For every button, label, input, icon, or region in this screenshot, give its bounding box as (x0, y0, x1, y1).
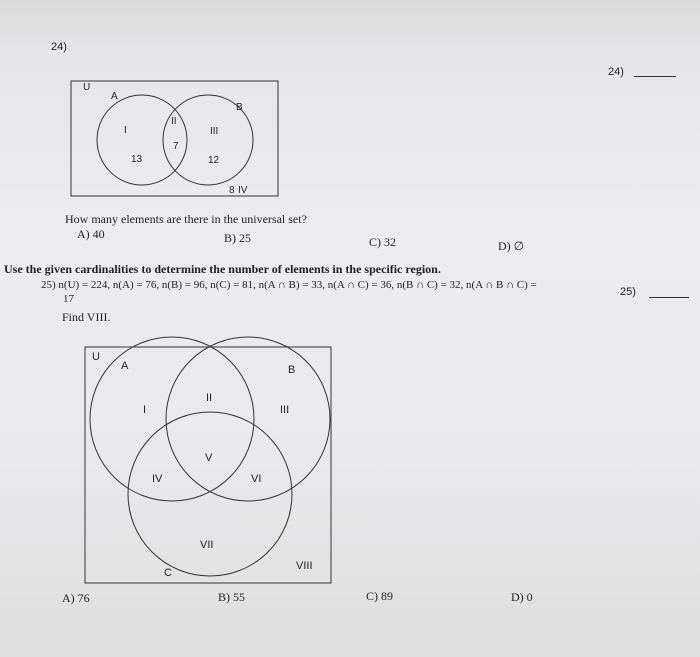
q24-region-iv-label: IV (238, 185, 248, 196)
q25-region-iv-label: IV (152, 473, 163, 485)
question-24-number: 24) (51, 41, 67, 53)
question-25-text: 25) n(U) = 224, n(A) = 76, n(B) = 96, n(C) = 81, n(A ∩ B) = 33, n(A ∩ C) = 36, n(B ∩ C) = 32, n(A ∩ B ∩ C) = (41, 279, 537, 291)
question-25-answer-number: 25) (620, 286, 636, 298)
question-25-find: Find VIII. (62, 310, 111, 324)
q24-choice-a[interactable]: A) 40 (77, 227, 105, 241)
q25-set-c-label: C (164, 567, 172, 579)
q24-choice-c[interactable]: C) 32 (369, 235, 396, 249)
section-instructions: Use the given cardinalities to determine the number of elements in the specific region. (4, 262, 441, 276)
q24-region-ii-value: 7 (173, 141, 179, 152)
q25-region-iii-label: III (280, 404, 290, 416)
q25-region-ii-label: II (206, 392, 213, 404)
q24-region-iii-label: III (210, 126, 219, 137)
q24-region-ii-label: II (171, 116, 177, 127)
q24-set-b-label: B (236, 102, 243, 113)
q25-region-vi-label: VI (251, 473, 262, 485)
question-25-answer-blank[interactable] (649, 297, 689, 298)
q25-universe-label: U (92, 351, 100, 363)
q25-region-vii-label: VII (200, 539, 214, 551)
q24-choice-b[interactable]: B) 25 (224, 231, 251, 245)
q24-universe-box (71, 81, 278, 196)
question-25-text-continued: 17 (63, 293, 74, 305)
q25-set-c-circle (128, 412, 292, 576)
q25-set-a-circle (90, 337, 254, 501)
question-24-answer-number: 24) (608, 66, 624, 78)
q25-choice-d[interactable]: D) 0 (511, 590, 533, 604)
q24-region-i-value: 13 (131, 154, 143, 165)
q25-set-b-label: B (288, 364, 296, 376)
q24-set-a-label: A (111, 91, 118, 102)
q24-region-i-label: I (124, 125, 127, 136)
q25-set-a-label: A (121, 360, 129, 372)
q25-region-v-label: V (205, 452, 213, 464)
q25-choice-c[interactable]: C) 89 (366, 589, 393, 603)
q24-universe-label: U (83, 82, 91, 93)
question-24-text: How many elements are there in the universal set? (65, 212, 307, 226)
q25-set-b-circle (166, 337, 330, 501)
q25-region-viii-label: VIII (296, 560, 313, 572)
q25-region-i-label: I (143, 404, 147, 416)
q25-choice-a[interactable]: A) 76 (62, 591, 90, 605)
q24-region-iv-value: 8 (229, 185, 235, 196)
q24-region-iii-value: 12 (208, 155, 220, 166)
q24-set-a-circle (97, 95, 187, 185)
q25-choice-b[interactable]: B) 55 (218, 590, 245, 604)
q24-choice-d[interactable]: D) ∅ (498, 239, 525, 253)
